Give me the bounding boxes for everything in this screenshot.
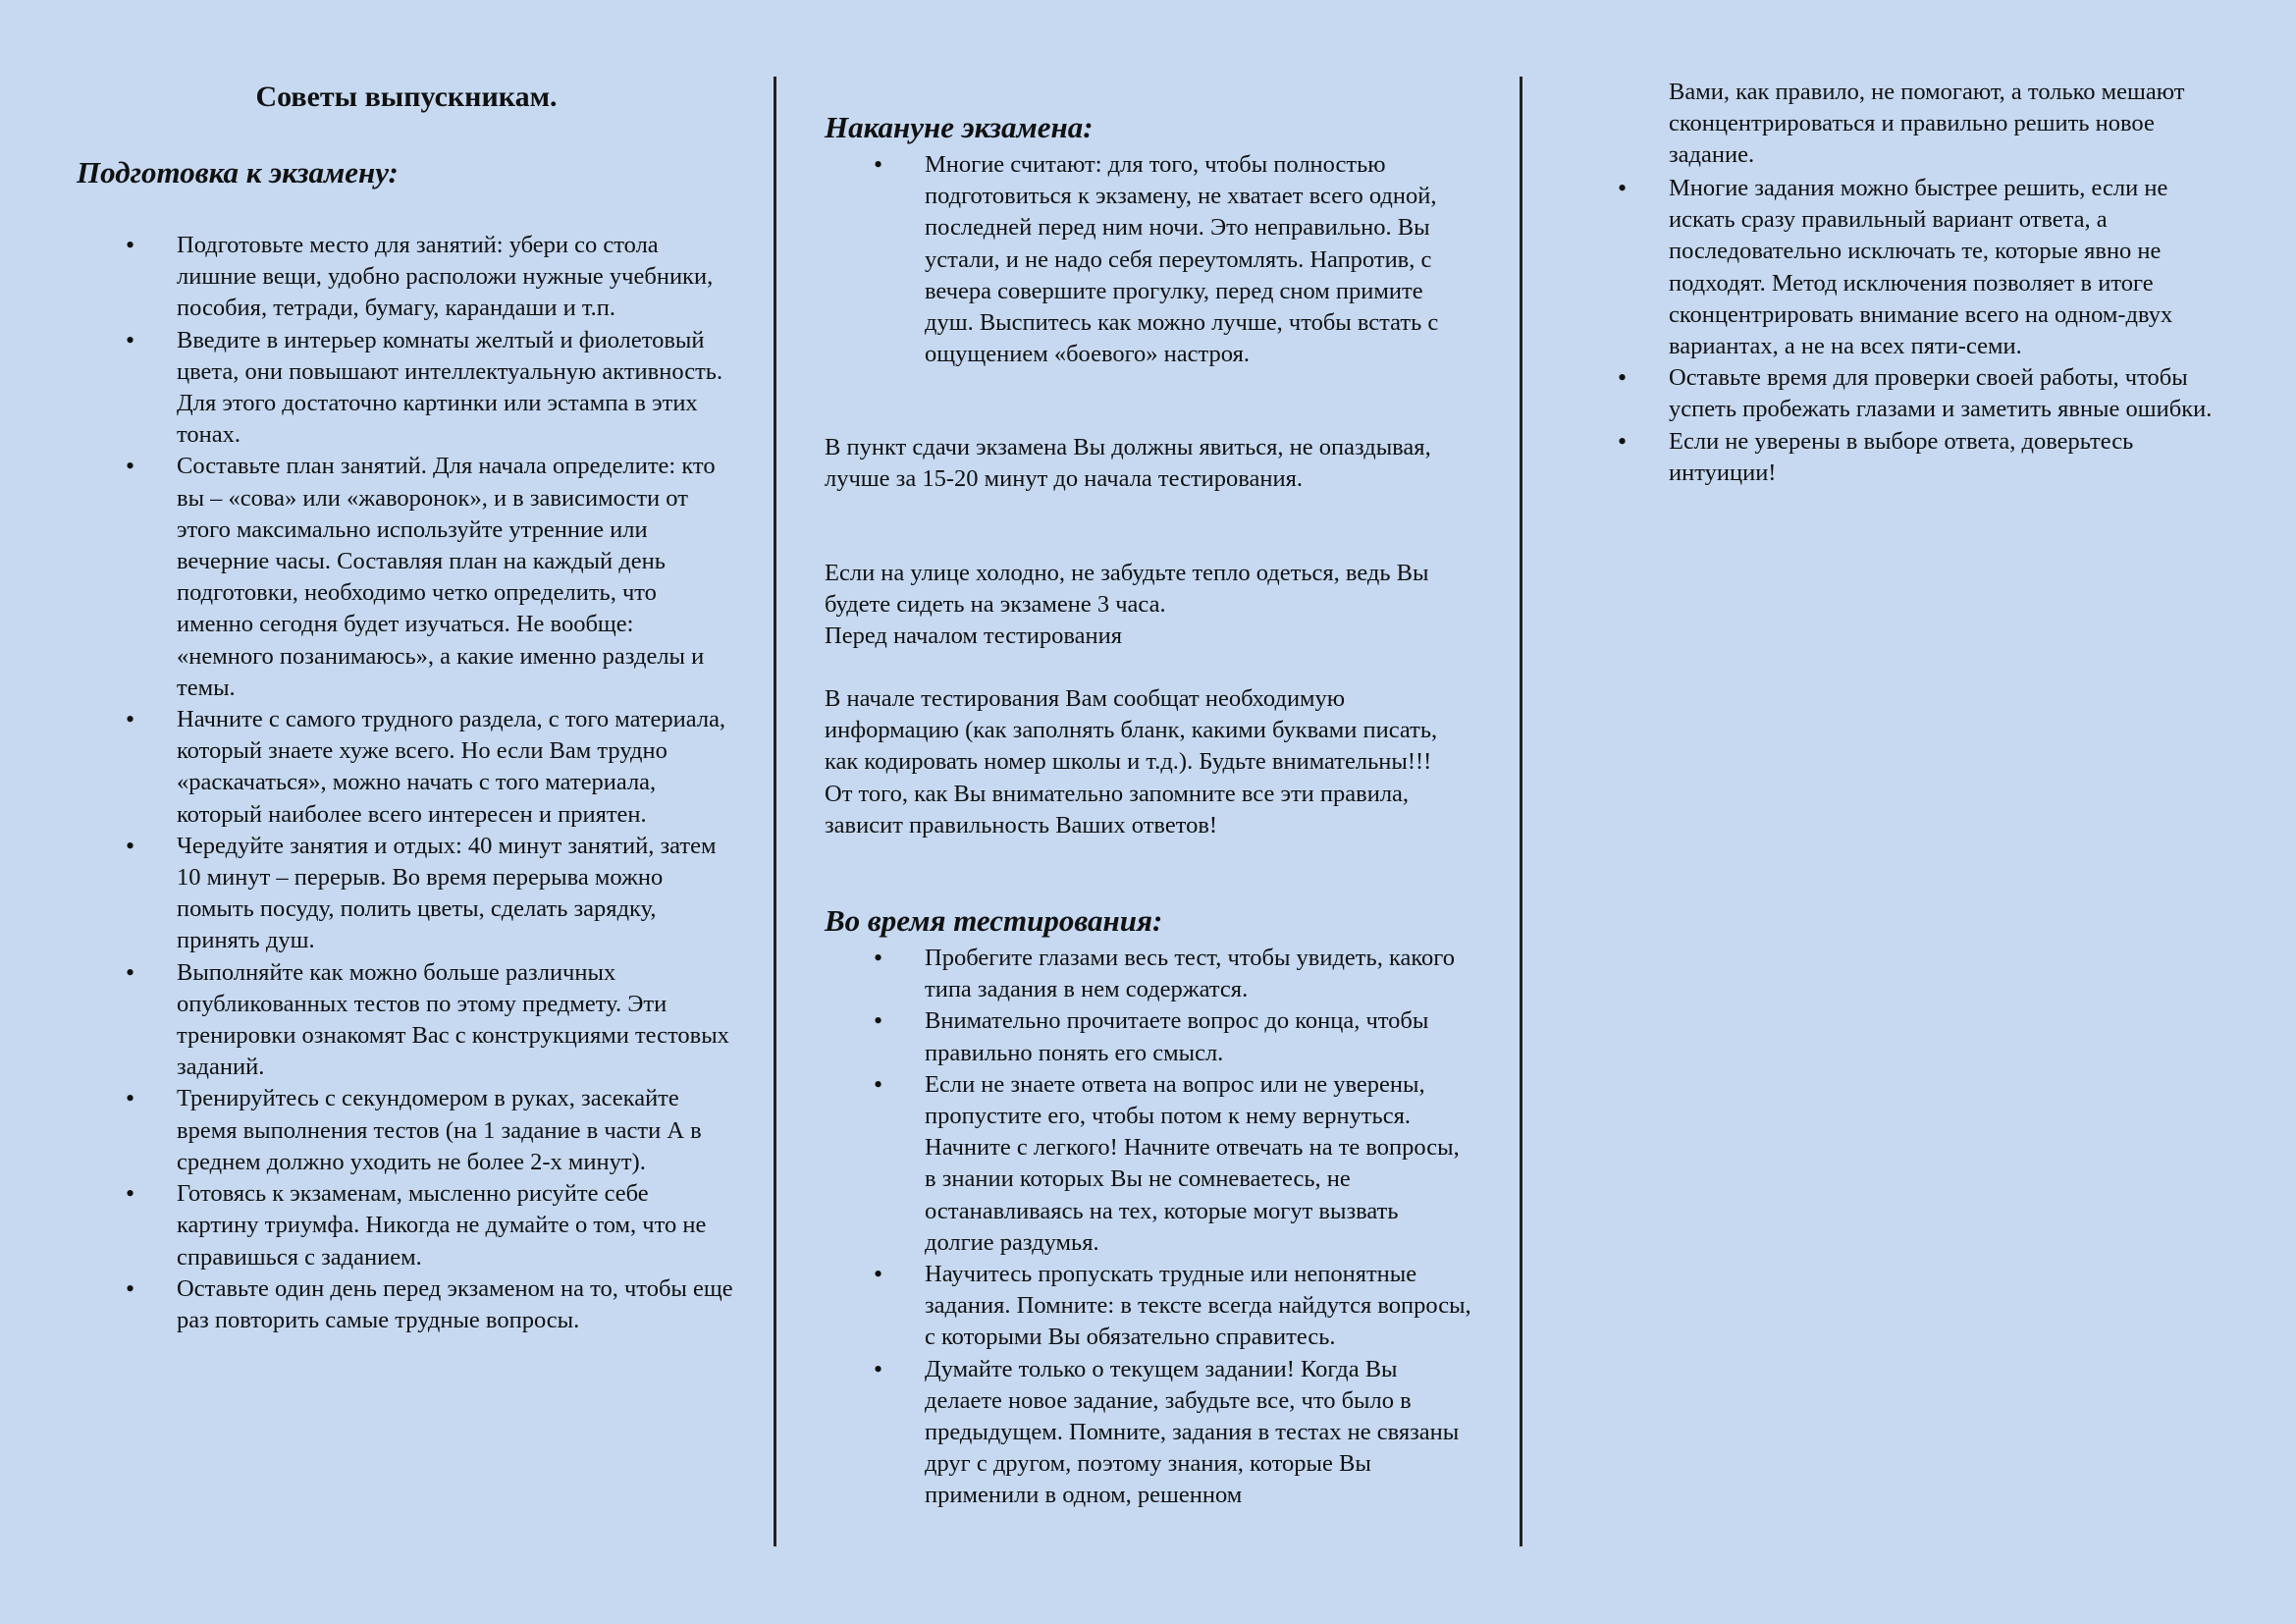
column-divider-1 [774,77,776,1546]
list-item: • Составьте план занятий. Для начала определите: кто вы – «сова» или «жаворонок», и в зависимости от этого максимально используйте утренние или вечерние часы. Составляя план на каждый день подготовки, необходимо четко определить, что именно сегодня будет изучаться. Не вообще: «немного позанимаюсь», а какие именно разделы и темы. [77,451,736,704]
page-title: Советы выпускникам. [255,81,558,113]
list-item: • Если не знаете ответа на вопрос или не уверены, пропустите его, чтобы потом к нему вернуться. Начните с легкого! Начните отвечать на те вопросы, в знании которых Вы не сомневаетесь, не останавливаясь на тех, которые могут вызвать долгие раздумья. [825,1069,1472,1259]
list-item: • Многие считают: для того, чтобы полностью подготовиться к экзамену, не хватает всего одной, последней перед ним ночи. Это неправильно. Вы устали, и не надо себя переутомлять. Напротив, с вечера совершите прогулку, перед сном примите душ. Выспитесь как можно лучше, чтобы встать с ощущением «боевого» настроя. [825,149,1472,370]
during-test-list [825,943,1472,1512]
list-item: • Введите в интерьер комнаты желтый и фиолетовый цвета, они повышают интеллектуальную активность. Для этого достаточно картинки или эстампа в этих тонах. [77,325,736,452]
weather-paragraph: Если на улице холодно, не забудьте тепло одеться, ведь Вы будете сидеть на экзамене 3 часа. [825,560,1429,619]
during-test-list-continued [1571,173,2218,489]
list-item: • Тренируйтесь с секундомером в руках, засекайте время выполнения тестов (на 1 задание в части А в среднем должно уходить не более 2-х минут). [77,1083,736,1178]
list-item: • Готовясь к экзаменам, мысленно рисуйте себе картину триумфа. Никогда не думайте о том, что не справишься с заданием. [77,1178,736,1273]
list-item: • Научитесь пропускать трудные или непонятные задания. Помните: в тексте всегда найдутся вопросы, с которыми Вы обязательно справитесь. [825,1259,1472,1354]
column-divider-2 [1520,77,1522,1546]
section-heading-before-exam: Накануне экзамена: [825,110,1094,144]
list-item: • Если не уверены в выборе ответа, доверьтесь интуиции! [1571,426,2218,489]
list-item: • Многие задания можно быстрее решить, если не искать сразу правильный вариант ответа, а последовательно исключать те, которые явно не подходят. Метод исключения позволяет в итоге сконцентрировать внимание всего на одном-двух вариантах, а не на всех пяти-семи. [1571,173,2218,362]
arrival-paragraph: В пункт сдачи экзамена Вы должны явиться, не опаздывая, лучше за 15-20 минут до начала тестирования. [825,434,1431,493]
preparation-list [77,230,736,1336]
list-item: • Выполняйте как можно больше различных опубликованных тестов по этому предмету. Эти тренировки ознакомят Вас с конструкциями тестовых заданий. [77,957,736,1084]
list-item: • Оставьте один день перед экзаменом на то, чтобы еще раз повторить самые трудные вопросы. [77,1273,736,1336]
section-heading-during-test: Во время тестирования: [825,903,1163,938]
instructions-paragraph: В начале тестирования Вам сообщат необходимую информацию (как заполнять бланк, какими буквами писать, как кодировать номер школы и т.д.). Будьте внимательны!!! От того, как Вы внимательно запомните все эти правила, зависит правильность Ваших ответов! [825,685,1438,839]
list-item: • Подготовьте место для занятий: убери со стола лишние вещи, удобно расположи нужные учебники, пособия, тетради, бумагу, карандаши и т.п. [77,230,736,325]
before-exam-list [825,149,1472,370]
list-item: • Думайте только о текущем задании! Когда Вы делаете новое задание, забудьте все, что было в предыдущем. Помните, задания в тестах не связаны друг с другом, поэтому знания, которые Вы применили в одном, решенном [825,1354,1472,1512]
list-item: • Внимательно прочитаете вопрос до конца, чтобы правильно понять его смысл. [825,1005,1472,1068]
list-item: • Чередуйте занятия и отдых: 40 минут занятий, затем 10 минут – перерыв. Во время перерыва можно помыть посуду, полить цветы, сделать зарядку, принять душ. [77,831,736,957]
continuation-text: Вами, как правило, не помогают, а только мешают сконцентрироваться и правильно решить новое задание. [1669,79,2185,169]
section-heading-preparation: Подготовка к экзамену: [77,155,399,189]
list-item: • Оставьте время для проверки своей работы, чтобы успеть пробежать глазами и заметить явные ошибки. [1571,362,2218,425]
list-item: • Начните с самого трудного раздела, с того материала, который знаете хуже всего. Но если Вам трудно «раскачаться», можно начать с того материала, который наиболее всего интересен и приятен. [77,704,736,831]
list-item: • Пробегите глазами весь тест, чтобы увидеть, какого типа задания в нем содержатся. [825,943,1472,1005]
before-test-label: Перед началом тестирования [825,623,1123,649]
